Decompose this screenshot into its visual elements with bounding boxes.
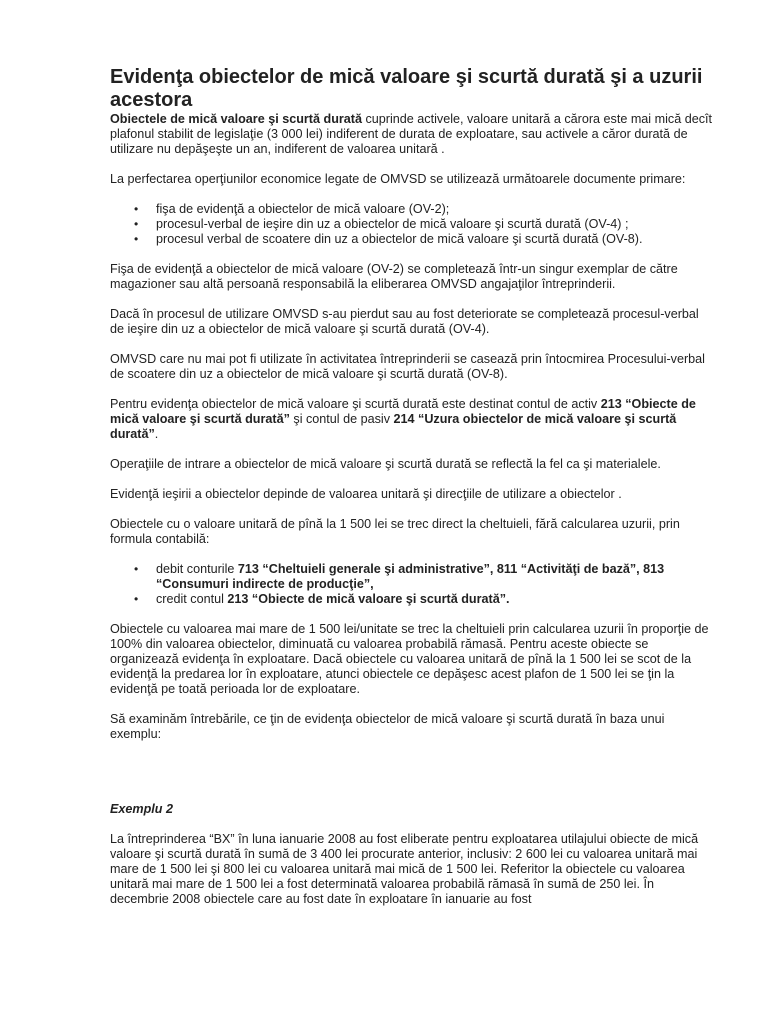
write-off-paragraph: OMVSD care nu mai pot fi utilizate în activitatea întreprinderii se casează prin întocmirea Procesului-verbal de scoatere din uz a obiectelor de mică valoare şi scurtă durată (OV-8). [110,352,705,381]
list-item: • procesul-verbal de ieşire din uz a obiectelor de mică valoare şi scurtă durată (OV-4) ; [156,217,716,232]
high-value-paragraph: Obiectele cu valoarea mai mare de 1 500 lei/unitate se trec la cheltuieli prin calcularea uzurii în proporţie de 100% din valoarea obiectelor, diminuată cu valoarea probabilă rămasă. Pentru aceste obiecte se organizează evidenţa în exploatare. Dacă obiectele cu valoarea unitară de pînă la 1 500 lei se scot de la evidenţă la predarea lor în exploatare, atunci obiectele ce depăşesc acest plafon de 1 500 lei se ţin la evidenţă pe toată perioada lor de exploatare. [110,622,709,696]
list-item: • fişa de evidenţă a obiectelor de mică valoare (OV-2); [156,202,716,217]
credit-label: credit contul [156,592,228,606]
document-body [110,66,716,922]
debit-accounts: 713 “Cheltuieli generale şi administrative”, 811 “Activităţi de bază”, 813 “Consumuri indirecte de producţie”, [156,562,665,591]
accounts-text: . [154,427,159,441]
documents-paragraph: La perfectarea operţiunilor economice legate de OMVSD se utilizează următoarele documente primare: [110,172,686,186]
accounts-text: Pentru evidenţa obiectelor de mică valoare şi scurtă durată este destinat contul de activ [110,397,601,411]
debit-label: debit conturile [156,562,238,576]
low-value-paragraph: Obiectele cu o valoare unitară de pînă la 1 500 lei se trec direct la cheltuieli, fără calcularea uzurii, prin formula contabilă: [110,517,680,546]
account-213: 213 “Obiecte de mică valoare şi scurtă durată” [110,397,696,426]
exit-paragraph: Evidenţă ieşirii a obiectelor depinde de valoarea unitară şi direcţiile de utilizare a obiectelor . [110,487,622,501]
account-214: 214 “Uzura obiectelor de mică valoare şi scurtă durată” [110,412,677,441]
intro-term: Obiectele de mică valoare şi scurtă durată [110,112,362,126]
list-item [156,592,716,607]
accounts-text: şi contul de pasiv [289,412,394,426]
lost-items-paragraph: Dacă în procesul de utilizare OMVSD s-au pierdut sau au fost deteriorate se completează procesul-verbal de ieşire din uz a obiectelor de mică valoare şi scurtă durată (OV-4). [110,307,699,336]
accounts-paragraph [110,397,716,442]
examine-paragraph: Să examinăm întrebările, ce ţin de evidenţa obiectelor de mică valoare şi scurtă durată în baza unui exemplu: [110,712,665,741]
fisa-paragraph: Fişa de evidenţă a obiectelor de mică valoare (OV-2) se completează într-un singur exemplar de către magazioner sau altă persoană responsabilă la eliberarea OMVSD angajaţilor întreprinderii. [110,262,678,291]
documents-list [110,202,716,247]
example-paragraph: La întreprinderea “BX” în luna ianuarie 2008 au fost eliberate pentru exploatarea utilajului obiecte de mică valoare şi scurtă durată în sumă de 3 400 lei procurate anterior, inclusiv: 2 600 lei cu valoarea unitară mai mare de 1 500 lei şi 800 lei cu valoarea unitară mai mică de 1 500 lei. Referitor la obiectele cu valoarea unitară mai mare de 1 500 lei a fost determinată valoarea probabilă rămasă în sumă de 250 lei. În decembrie 2008 obiectele care au fost date în exploatare în ianuarie au fost [110,832,699,906]
entry-paragraph: Operaţiile de intrare a obiectelor de mică valoare şi scurtă durată se reflectă la fel ca şi materialele. [110,457,661,471]
intro-paragraph [110,112,716,157]
list-item: • procesul verbal de scoatere din uz a obiectelor de mică valoare şi scurtă durată (OV-8). [156,232,716,247]
page-title: Evidenţa obiectelor de mică valoare şi scurtă durată şi a uzurii acestora [110,66,703,111]
example-heading: Exemplu 2 [110,802,173,816]
credit-account: 213 “Obiecte de mică valoare şi scurtă durată”. [227,592,510,606]
spacer [110,757,716,802]
intro-definition: cuprinde activele, valoare unitară a cărora este mai mică decît plafonul stabilit de legislaţie (3 000 lei) indiferent de durata de exploatare, sau activele a căror durată de utilizare nu depăşeşte un an, indiferent de valoarea unitară . [110,112,712,156]
list-item [156,562,716,592]
formula-list [110,562,716,607]
